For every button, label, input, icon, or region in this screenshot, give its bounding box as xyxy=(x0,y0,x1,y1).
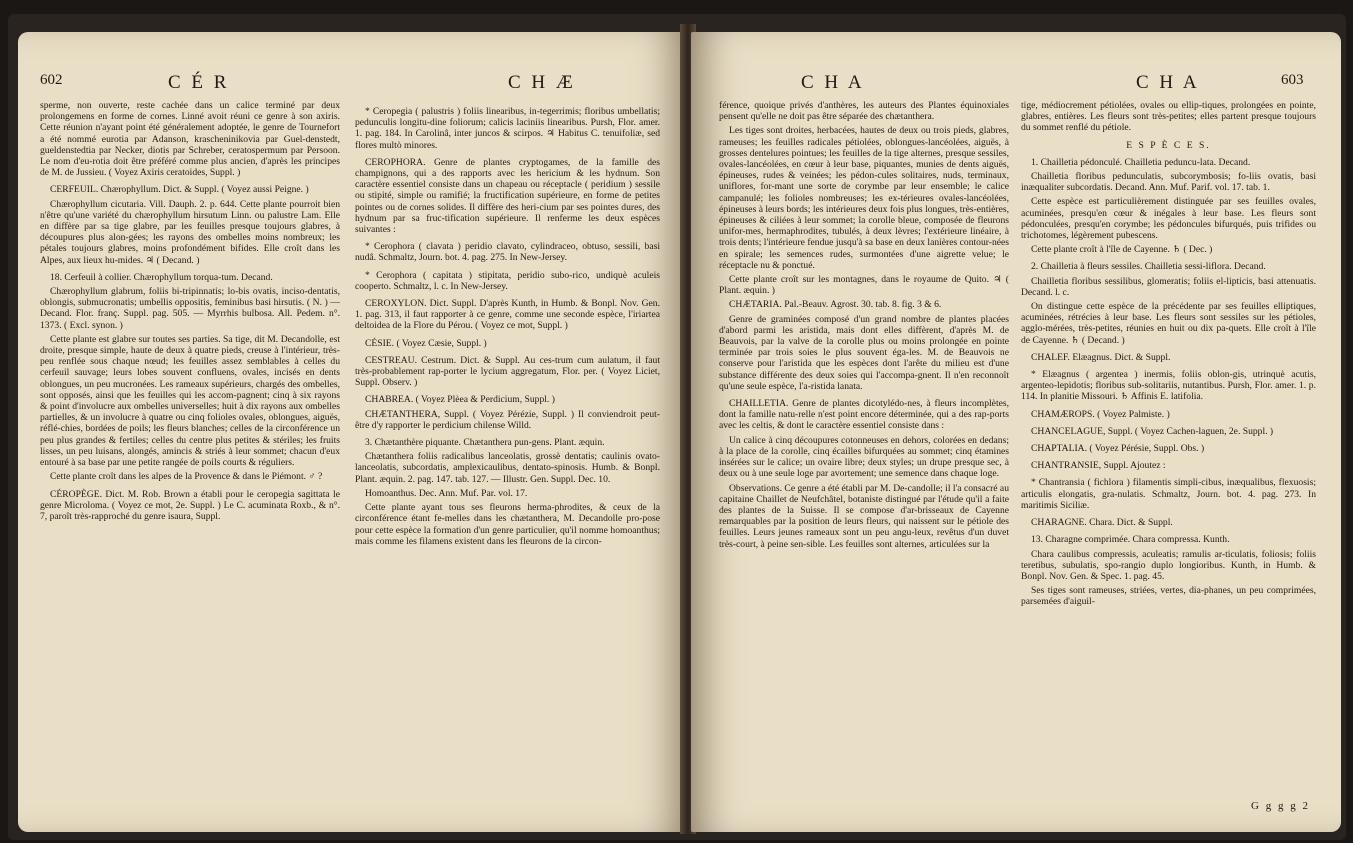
paragraph: Les tiges sont droites, herbacées, hautes de deux ou trois pieds, glabres, rameuses; les feuilles radicales pétiolées, oblongues-lancéolées, aiguës, à grosses dentelures pointues; les feuilles de la tige alternes, presque sessiles, ovales-lancéolées, en cœur à leur base, piquantes, munies de dents aiguës, épineuses, rudes & veinées; les pédon-cules solitaires, nuds, terminaux, uniflores, for-mant une sorte de corymbe par leur ensemble; le calice campanulé; les folioles nombreuses; les ex-térieures ovales-lancéolées, épineuses à leurs bords; les intérieures deux fois plus longues, très-entières, épineuses & ciliées à leur sommet; la corolle bleue, composée de fleurons unifor-mes, hermaphrodites, tubulés, à deux lèvres; l'extérieure linéaire, à trois dents; l'intérieure fendue jusqu'à sa base en deux lanières contour-nées en spirale; les semences rudes, surmontées d'une aigrette velue; le réceptacle nu & ponctué. xyxy=(719,125,1009,271)
paragraph: Cette plante ayant tous ses fleurons herma-phrodites, & ceux de la circonférence étant fe-melles dans les chætanthera, M. Decandolle pro-pose pour cette espèce la formation d'un genre particulier, qu'il nomme homoanthus; mais comme les filamens existent dans les fleurons de la circon- xyxy=(355,502,660,547)
paragraph: CHÆTANTHERA, Suppl. ( Voyez Pérézie, Suppl. ) Il conviendroit peut-être d'y rapporter le perdicium chilense Willd. xyxy=(355,408,660,431)
running-head-right-b: C H A xyxy=(1136,72,1200,93)
paragraph: * Ceropegia ( palustris ) foliis linearibus, in-tegerrimis; floribus umbellatis; pedunculis longitu-dine foliorum; calicis laciniis linearibus. Pursh, Flor. amer. 1. pag. 184. In Carolinâ, inter juncos & scirpos. ♃ Habitus C. tenuifoliæ, sed flores multò minores. xyxy=(355,106,660,151)
paragraph: Cette espèce est particulièrement distinguée par ses feuilles ovales, acuminées, presqu'en cœur & inégales à leur base. Les fleurs sont pédonculées, presqu'en corymbe; les pédoncules bifurqués, puis trifides ou trichotomes, légèrement pubescens. xyxy=(1021,196,1316,242)
paragraph: Chætanthera foliis radicalibus lanceolatis, grossè dentatis; caulinis ovato-lanceolatis, subcordatis, amplexicaulibus, dentato-spinosis. Humb. & Bonpl. Plant. æquin. 2. pag. 147. tab. 127. — Illustr. Gen. Suppl. Dec. 10. xyxy=(355,451,660,485)
right-column-b xyxy=(1021,100,1316,611)
paragraph: 1. Chailletia pédonculé. Chailletia peduncu-lata. Decand. xyxy=(1031,156,1251,168)
paragraph: Chærophyllum cicutaria. Vill. Dauph. 2. p. 644. Cette plante pourroit bien n'être qu'une variété du chærophyllum hirsutum Linn. ou palustre Lam. Elle en diffère par sa tige glabre, par les feuilles presque toujours glabres, à découpures plus alon-gées; les rayons des ombelles moins nombreux; les pétales toujours glabres, moins profondément bifides. Elle croît dans les Alpes, aux lieux hu-mides. ♃ ( Decand. ) xyxy=(40,198,340,266)
left-page xyxy=(18,32,685,832)
paragraph: CHARAGNE. Chara. Dict. & Suppl. xyxy=(1031,517,1173,529)
paragraph: CHABREA. ( Voyez Plèea & Perdicium, Suppl. ) xyxy=(365,394,555,406)
paragraph: CHÆTARIA. Pal.-Beauv. Agrost. 30. tab. 8. fig. 3 & 6. xyxy=(729,299,942,311)
paragraph: Cette plante croît à l'île de Cayenne. ♄ ( Dec. ) xyxy=(1031,244,1213,256)
paragraph: CÉSIE. ( Voyez Cæsie, Suppl. ) xyxy=(365,337,487,349)
paragraph: CHAMÆROPS. ( Voyez Palmiste. ) xyxy=(1031,408,1170,420)
paragraph: Ses tiges sont rameuses, striées, vertes, dia-phanes, un peu comprimées, parsemées d'aiguil- xyxy=(1021,585,1316,608)
paragraph: CHAILLETIA. Genre de plantes dicotylédo-nes, à fleurs incomplètes, dont la famille natu-relle n'est point encore déterminée, qui a des rap-ports avec les celtis, & dont le caractère essentiel consiste dans : xyxy=(719,398,1009,432)
running-head-left-b: C H Æ xyxy=(508,72,576,93)
paragraph: Observations. Ce genre a été établi par M. De-candolle; il l'a consacré au capitaine Chaillet de Neufchâtel, botaniste distingué par l'étude qu'il a faite des plantes de la Suisse. Il se compose d'ar-brisseaux de Cayenne remarquables par la position de leurs fleurs, qui naissent sur le pétiole des feuilles. Leurs jeunes rameaux sont un peu angu-leux, revêtus d'un duvet très-court, à peine sen-sible. Les feuilles sont alternes, articulées sur la xyxy=(719,482,1009,550)
paragraph: Cette plante est glabre sur toutes ses parties. Sa tige, dit M. Decandolle, est droite, presque simple, haute de deux à quatre pieds, creuse à l'intérieur, très-peu renflée sous chaque nœud; les feuilles assez semblables à celles du cerfeuil sauvage; leurs lobes souvent confluens, ovales, incisés en dents oblongues, un peu mucronées. Les rameaux supérieurs, chargés des ombelles, sont opposés, ainsi que les feuilles qui les accom-pagnent; cinq à six rayons & point d'involucre aux ombelles universelles; huit à dix rayons aux ombelles partielles, & un involucre à quatre ou cinq folioles ovales, oblongues, aiguës, réflé-chies, bordées de poils; les fleurs blanches; celles de la circonférence un peu plus grandes & fertiles; celles du centre plus petites & stériles; les fruits lisses, un peu luisans, alongés, amincis & striés à leur sommet; chacun d'eux entouré à sa base par une petite rangée de poils courts & réguliers. xyxy=(40,333,340,469)
paragraph: CHAPTALIA. ( Voyez Pérésie, Suppl. Obs. ) xyxy=(1031,443,1205,455)
right-page xyxy=(691,32,1341,832)
paragraph: CESTREAU. Cestrum. Dict. & Suppl. Au ces-trum cum aulatum, il faut très-probablement rap-porter le lycium aggregatum, Flor. per. ( Voyez Liciet, Suppl. Observ. ) xyxy=(355,354,660,389)
paragraph: * Cerophora ( clavata ) peridio clavato, cylindraceo, obtuso, sessili, basi nudâ. Schmaltz, Journ. bot. 4. pag. 275. In New-Jersey. xyxy=(355,241,660,264)
paragraph: Chara caulibus compressis, aculeatis; ramulis ar-ticulatis, foliosis; foliis teretibus, subulatis, spo-rangio duplo longioribus. Kunth, in Humb. & Bonpl. Nov. Gen. & Spec. 1. pag. 45. xyxy=(1021,548,1316,582)
paragraph: tige, médiocrement pétiolées, ovales ou ellip-tiques, prolongées en pointe, glabres, entières. Les fleurs sont très-petites; elles partent presque toujours du sommet renflé du pétiole. xyxy=(1021,100,1316,134)
paragraph: * Cerophora ( capitata ) stipitata, peridio subo-rico, undiquè aculeis cooperto. Schmaltz, l. c. In New-Jersey. xyxy=(355,269,660,292)
paragraph: 18. Cerfeuil à collier. Chærophyllum torqua-tum. Decand. xyxy=(50,271,273,283)
paragraph: CEROXYLON. Dict. Suppl. D'après Kunth, in Humb. & Bonpl. Nov. Gen. 1. pag. 313, il faut rapporter à ce genre, comme une seconde espèce, l'iriartea deltoidea de la Flore du Pérou. ( Voyez ce mot, Suppl. ) xyxy=(355,298,660,332)
paragraph: Genre de graminées composé d'un grand nombre de plantes placées d'abord parmi les aristida, mais dont elles diffèrent, d'après M. de Beauvois, par la valve de la corolle plus ou moins prolongée en pointe terminée par trois soies le plus souvent éga-les. M. de Beauvois ne conserve pour l'aristida que les espèces dont l'arête du milieu est d'une substance différente des deux soies qui l'accompa-gnent. Il n'en reconnoît qu'une seule espèce, l'a-ristida lanata. xyxy=(719,313,1009,392)
paragraph: Chailletia floribus sessilibus, glomeratis; foliis el-lipticis, basi attenuatis. Decand. l. c. xyxy=(1021,275,1316,298)
paragraph: * Chantransia ( fichlora ) filamentis simpli-cibus, inæqualibus, flexuosis; articulis elongatis, gra-nulatis. Schmaltz, Journ. bot. 4. pag. 273. In maritimis Siciliæ. xyxy=(1021,477,1316,511)
paragraph: CHANTRANSIE, Suppl. Ajoutez : xyxy=(1031,460,1166,472)
running-head-right-a: C H A xyxy=(801,72,865,93)
paragraph: CHALEF. Elæagnus. Dict. & Suppl. xyxy=(1031,351,1171,363)
paragraph: Cette plante croît sur les montagnes, dans le royaume de Quito. ♃ ( Plant. æquin. ) xyxy=(719,274,1009,297)
paragraph: CEROPHORA. Genre de plantes cryptogames, de la famille des champignons, qui a des rapports avec les hericium & les hydnum. Son caractère essentiel consiste dans un chapeau ou réceptacle ( peridium ) sessile ou stipité, simple ou ramifié; la fructification supérieure, en forme de petites pointes ou de cornes solides. Il diffère des heri-cium par ses pointes dures, des hydnum par sa fruc-tification supérieure. Il renferme les deux espèces suivantes : xyxy=(355,156,660,236)
page-number-left: 602 xyxy=(40,72,63,88)
paragraph: 3. Chætanthère piquante. Chætanthera pun-gens. Plant. æquin. xyxy=(365,437,605,449)
left-column-b xyxy=(355,100,660,550)
paragraph: sperme, non ouverte, reste cachée dans un calice terminé par deux prolongemens en forme de cornes. Linné avoit réuni ce genre à son axiris. Cette réunion n'ayant point été généralement adoptée, le genre de Tournefort a été nommé eurotia par Adanson, krascheninikovia par Guel-denstedt, gueldenstedtia par Necker, diotis par Schreber, ceratospermum par Persoon. Le nom d'eu-rotia doit être préféré comme plus ancien, d'après les principes de M. de Jussieu. ( Voyez Axiris ceratoides, Suppl. ) xyxy=(40,100,340,179)
book-spread xyxy=(8,14,1346,840)
paragraph: Un calice à cinq découpures cotonneuses en dehors, colorées en dedans; à la place de la corolle, cinq écailles bifurquées au sommet; cinq étamines insérées sur le calice; un ovaire libre; deux styles; un drupe presque sec, à deux ou à une seule loge par avortement; une semence dans chaque loge. xyxy=(719,434,1009,480)
page-number-right: 603 xyxy=(1281,72,1304,88)
running-head-left-a: C É R xyxy=(168,72,230,93)
paragraph: * Elæagnus ( argentea ) inermis, foliis oblon-gis, utrinquè acutis, argenteo-lepidotis; floribus sub-solitariis, nutantibus. Pursh, Flor. amer. 1. p. 114. In planitie Missouri. ♄ Affinis E. latifolia. xyxy=(1021,369,1316,403)
paragraph: Cette plante croît dans les alpes de la Provence & dans le Piémont. ♂ ? xyxy=(50,471,323,483)
paragraph: CÉROPÈGE. Dict. M. Rob. Brown a établi pour le ceropegia sagittata le genre Microloma. ( Voyez ce mot, 2e. Suppl. ) Le C. acuminata Roxb., & n°. 7, paroît très-rapproché du genre isaura, Suppl. xyxy=(40,488,340,522)
paragraph: Homoanthus. Dec. Ann. Muf. Par. vol. 17. xyxy=(365,487,528,499)
paragraph: 2. Chailletia à fleurs sessiles. Chailletia sessi-liflora. Decand. xyxy=(1031,261,1266,273)
right-column-a xyxy=(719,100,1009,553)
paragraph: férence, quoique privés d'anthères, les auteurs des Plantes équinoxiales pensent qu'elle ne doit pas être séparée des chætanthera. xyxy=(719,100,1009,123)
left-column-a xyxy=(40,100,340,525)
paragraph: Chailletia floribus pedunculatis, subcorymbosis; fo-liis ovatis, basi inæqualiter subcordatis. Decand. Ann. Muf. Parif. vol. 17. tab. 1. xyxy=(1021,171,1316,194)
paragraph: On distingue cette espèce de la précédente par ses feuilles elliptiques, acuminées, rétrécies à leur base. Les fleurs sont sessiles sur les pétioles, agglo-mérées, très-petites, réunies en huit ou dix pa-quets. Elle croît à l'île de Cayenne. ♄ ( Decand. ) xyxy=(1021,301,1316,346)
paragraph: Chærophyllum glabrum, foliis bi-tripinnatis; lo-bis ovatis, inciso-dentatis, oblongis, submucronatis; umbellis oppositis, feminibus basi hirsutis. ( N. ) — Decand. Flor. franç. Suppl. pag. 505. — Myrrhis bulbosa. All. Pedem. n°. 1373. ( Excl. synon. ) xyxy=(40,286,340,331)
paragraph: CHANCELAGUE, Suppl. ( Voyez Cachen-laguen, 2e. Suppl. ) xyxy=(1031,425,1274,437)
paragraph: E S P È C E S. xyxy=(1126,139,1211,151)
paragraph: CERFEUIL. Chærophyllum. Dict. & Suppl. ( Voyez aussi Peigne. ) xyxy=(50,184,309,196)
paragraph: 13. Charagne comprimée. Chara compressa. Kunth. xyxy=(1031,534,1230,546)
signature-mark: G g g g 2 xyxy=(1251,800,1310,812)
